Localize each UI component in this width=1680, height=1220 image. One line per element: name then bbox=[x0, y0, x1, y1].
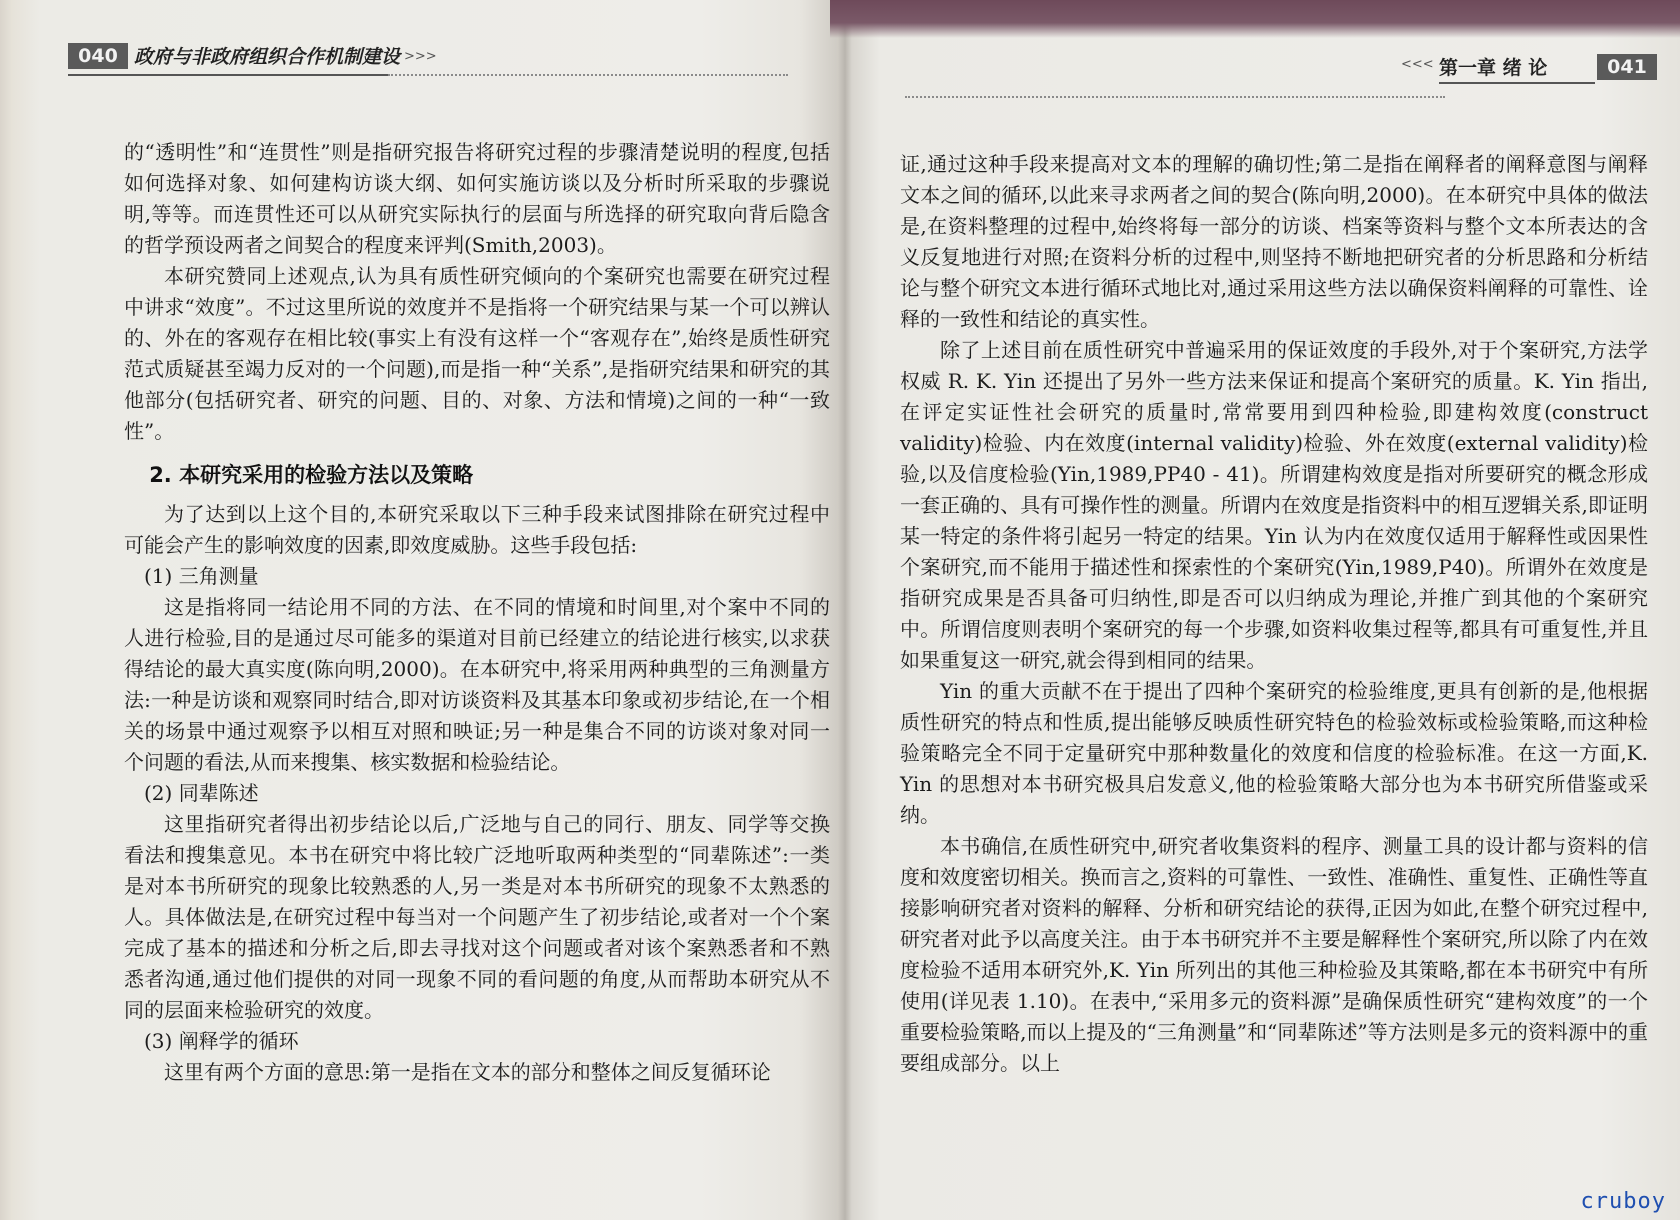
paragraph: Yin 的重大贡献不在于提出了四种个案研究的检验维度,更具有创新的是,他根据质性研究的特点和性质,提出能够反映质性研究特色的检验效标或检验策略,而这种检验策略完全不同于定量研究中那种数量化的效度和信度的检验标准。在这一方面,K. Yin 的思想对本书研究极具启发意义,他的检验策略大部分也为本书研究所借鉴或采纳。 bbox=[900, 679, 1648, 827]
header-underline bbox=[1439, 82, 1595, 84]
header-dotted-rule bbox=[388, 74, 788, 76]
header-arrows: >>> bbox=[404, 49, 437, 64]
paragraph: 本书确信,在质性研究中,研究者收集资料的程序、测量工具的设计都与资料的信度和效度密切相关。换而言之,资料的可靠性、一致性、准确性、重复性、正确性等直接影响研究者对资料的解释、分析和研究结论的获得,正因为如此,在整个研究过程中,研究者对此予以高度关注。由于本书研究并不主要是解释性个案研究,所以除了内在效度检验不适用本研究外,K. Yin 所列出的其他三种检验及其策略,都在本书研究中有所使用(详见表 1.10)。在表中,“采用多元的资料源”是确保质性研究“建构效度”的一个重要检验策略,而以上提及的“三角测量”和“同辈陈述”等方法则是多元的资料源中的重要组成部分。以上 bbox=[900, 834, 1648, 1075]
paragraph: 本研究赞同上述观点,认为具有质性研究倾向的个案研究也需要在研究过程中讲求“效度”。不过这里所说的效度并不是指将一个研究结果与某一个可以辨认的、外在的客观存在相比较(事实上有没有这样一个“客观存在”,始终是质性研究范式质疑甚至竭力反对的一个问题),而是指一种“关系”,是指研究结果和研究的其他部分(包括研究者、研究的问题、目的、对象、方法和情境)之间的一种“一致性”。 bbox=[124, 264, 830, 443]
header-underline bbox=[68, 74, 388, 76]
right-page-number: 041 bbox=[1597, 54, 1657, 80]
paragraph: 这是指将同一结论用不同的方法、在不同的情境和时间里,对个案中不同的人进行检验,目的是通过尽可能多的渠道对目前已经建立的结论进行核实,以求获得结论的最大真实度(陈向明,2000)。在本研究中,将采用两种典型的三角测量方法:一种是访谈和观察同时结合,即对访谈资料及其基本印象或初步结论,在一个相关的场景中通过观察予以相互对照和映证;另一种是集合不同的访谈对象对同一个问题的看法,从而来搜集、核实数据和检验结论。 bbox=[124, 595, 830, 774]
subsection-title: (1) 三角测量 bbox=[144, 564, 259, 588]
paragraph: 这里指研究者得出初步结论以后,广泛地与自己的同行、朋友、同学等交换看法和搜集意见。本书在研究中将比较广泛地听取两种类型的“同辈陈述”:一类是对本书所研究的现象比较熟悉的人,另一类是对本书所研究的现象不太熟悉的人。具体做法是,在研究过程中每当对一个问题产生了初步结论,或者对一个个案完成了基本的描述和分析之后,即去寻找对这个问题或者对该个案熟悉者和不熟悉者沟通,通过他们提供的对同一现象不同的看问题的角度,从而帮助本研究从不同的层面来检验研究的效度。 bbox=[124, 812, 830, 1022]
book-title-header: 政府与非政府组织合作机制建设 bbox=[134, 46, 401, 68]
left-page-body bbox=[124, 137, 830, 1088]
paragraph: 的“透明性”和“连贯性”则是指研究报告将研究过程的步骤清楚说明的程度,包括如何选择对象、如何建构访谈大纲、如何实施访谈以及分析时所采取的步骤说明,等等。而连贯性还可以从研究实际执行的层面与所选择的研究取向背后隐含的哲学预设两者之间契合的程度来评判(Smith,2003)。 bbox=[124, 140, 830, 257]
right-page-body bbox=[900, 149, 1648, 1079]
right-page bbox=[845, 0, 1680, 1220]
section-heading: 2. 本研究采用的检验方法以及策略 bbox=[149, 463, 474, 487]
paragraph: 证,通过这种手段来提高对文本的理解的确切性;第二是指在阐释者的阐释意图与阐释文本之间的循环,以此来寻求两者之间的契合(陈向明,2000)。在本研究中具体的做法是,在资料整理的过程中,始终将每一部分的访谈、档案等资料与整个文本所表达的含义反复地进行对照;在资料分析的过程中,则坚持不断地把研究者的分析思路和分析结论与整个研究文本进行循环式地比对,通过采用这些方法以确保资料阐释的可靠性、诠释的一致性和结论的真实性。 bbox=[900, 152, 1648, 331]
header-dotted-rule bbox=[905, 96, 1445, 98]
header-arrows: <<< bbox=[1401, 57, 1434, 72]
left-page-number: 040 bbox=[68, 43, 128, 69]
paragraph: 这里有两个方面的意思:第一是指在文本的部分和整体之间反复循环论 bbox=[164, 1060, 771, 1084]
paragraph: 为了达到以上这个目的,本研究采取以下三种手段来试图排除在研究过程中可能会产生的影响效度的因素,即效度威胁。这些手段包括: bbox=[124, 502, 830, 557]
paragraph: 除了上述目前在质性研究中普遍采用的保证效度的手段外,对于个案研究,方法学权威 R. K. Yin 还提出了另外一些方法来保证和提高个案研究的质量。K. Yin 指出,在评定实证性社会研究的质量时,常常要用到四种检验,即建构效度(construct validity)检验、内在效度(internal validity)检验、外在效度(external validity)检验,以及信度检验(Yin,1989,PP40 - 41)。所谓建构效度是指对所要研究的概念形成一套正确的、具有可操作性的测量。所谓内在效度是指资料中的相互逻辑关系,即证明某一特定的条件将引起另一特定的结果。Yin 认为内在效度仅适用于解释性或因果性个案研究,而不能用于描述性和探索性的个案研究(Yin,1989,P40)。所谓外在效度是指研究成果是否具备可归纳性,即是否可以归纳成为理论,并推广到其他的个案研究中。所谓信度则表明个案研究的每一个步骤,如资料收集过程等,都具有可重复性,并且如果重复这一研究,就会得到相同的结果。 bbox=[900, 338, 1648, 672]
subsection-title: (3) 阐释学的循环 bbox=[144, 1029, 299, 1053]
subsection-title: (2) 同辈陈述 bbox=[144, 781, 259, 805]
chapter-title-header: 第一章 绪 论 bbox=[1439, 57, 1548, 79]
watermark-text: cruboy bbox=[1580, 1189, 1666, 1214]
